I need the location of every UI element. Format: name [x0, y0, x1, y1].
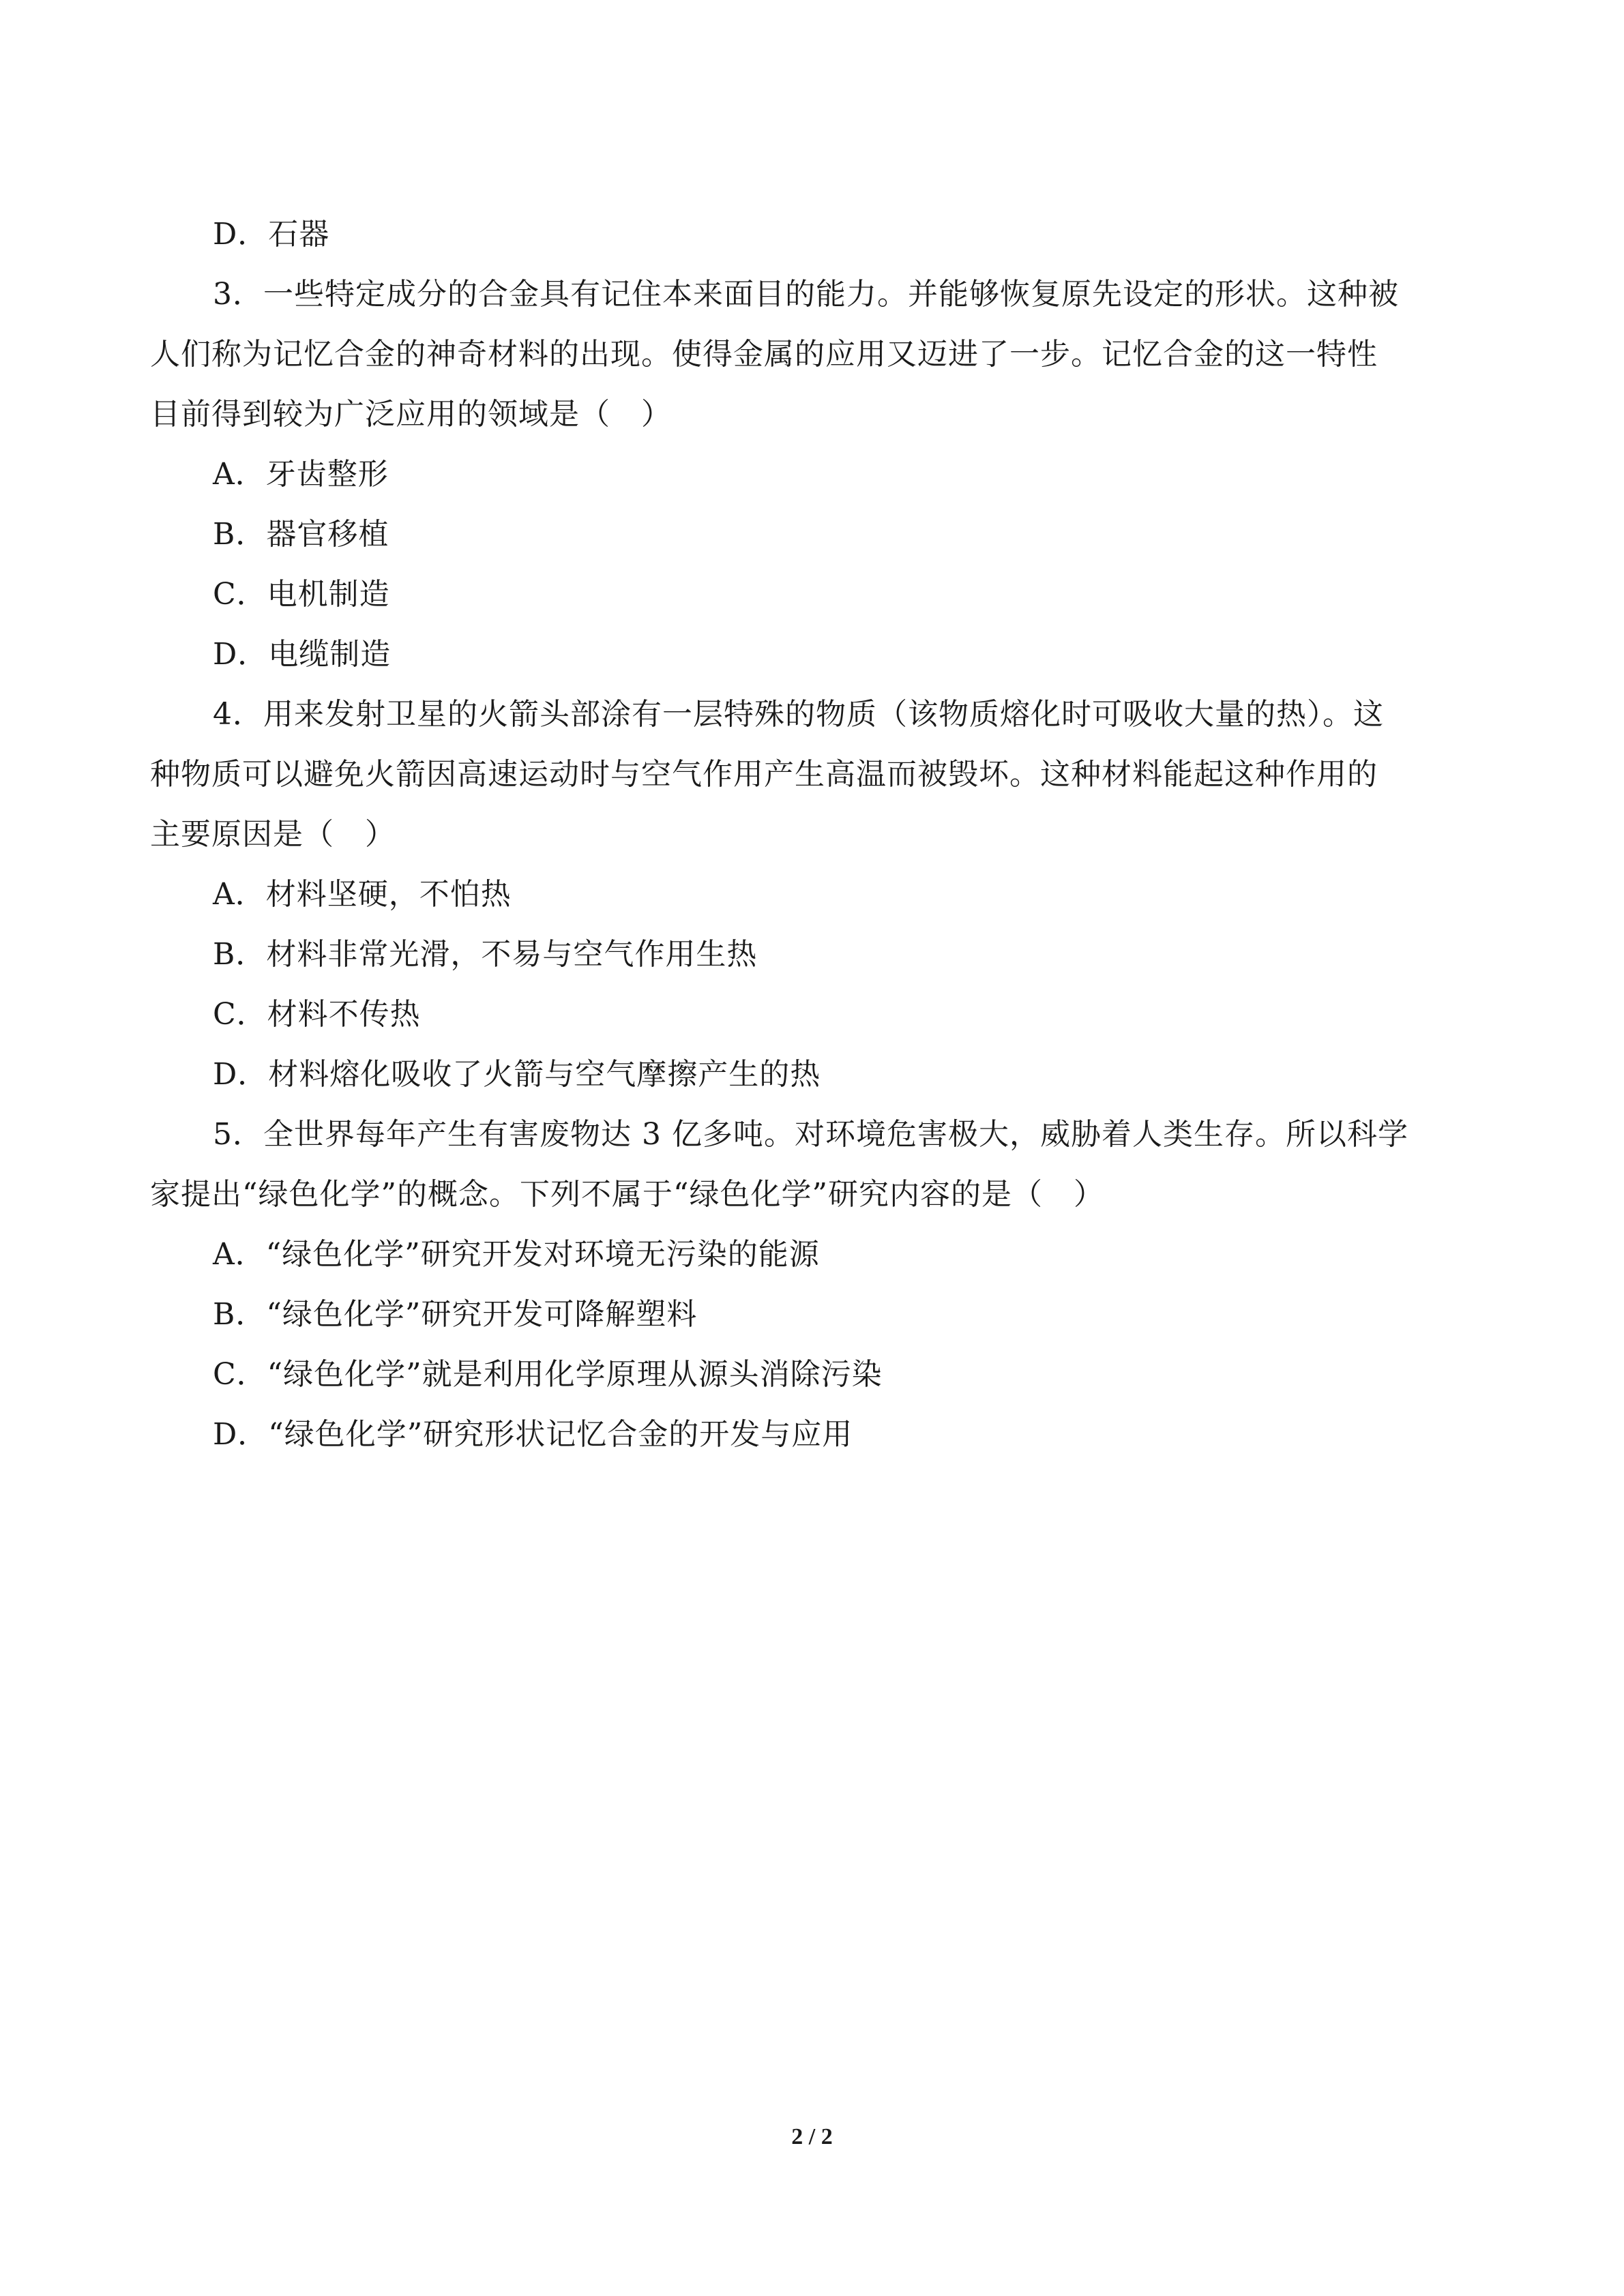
question-3-option-c: C．电机制造: [213, 577, 390, 612]
question-4-option-d: D．材料熔化吸收了火箭与空气摩擦产生的热: [213, 1057, 821, 1092]
question-4: [150, 685, 1487, 1105]
question-3-option-b: B．器官移植: [213, 517, 389, 552]
question-4-line-3: 主要原因是（ ）: [150, 817, 396, 852]
question-4-line-1: 4．用来发射卫星的火箭头部涂有一层特殊的物质（该物质熔化时可吸收大量的热）。这: [213, 697, 1384, 732]
question-5-option-a: A．“绿色化学”研究开发对环境无污染的能源: [213, 1237, 820, 1272]
question-5-option-c: C．“绿色化学”就是利用化学原理从源头消除污染: [213, 1357, 883, 1392]
question-5-option-b: B．“绿色化学”研究开发可降解塑料: [213, 1297, 698, 1332]
question-3-line-3: 目前得到较为广泛应用的领域是（ ）: [150, 397, 672, 432]
option-d-previous-question: D．石器: [213, 217, 330, 252]
question-4-option-a: A．材料坚硬，不怕热: [213, 877, 512, 912]
question-5-option-d: D．“绿色化学”研究形状记忆合金的开发与应用: [213, 1417, 853, 1452]
question-5: [150, 1105, 1487, 1465]
question-5-line-2: 家提出“绿色化学”的概念。下列不属于“绿色化学”研究内容的是（ ）: [150, 1177, 1104, 1212]
question-3-option-d: D．电缆制造: [213, 637, 392, 672]
question-4-option-b: B．材料非常光滑，不易与空气作用生热: [213, 937, 758, 972]
question-4-option-c: C．材料不传热: [213, 997, 421, 1032]
page-number: 2 / 2: [791, 2124, 833, 2149]
question-4-line-2: 种物质可以避免火箭因高速运动时与空气作用产生高温而被毁坏。这种材料能起这种作用的: [150, 757, 1378, 792]
question-3-line-1: 3．一些特定成分的合金具有记住本来面目的能力。并能够恢复原先设定的形状。这种被: [213, 277, 1399, 312]
question-3: [150, 265, 1487, 685]
question-3-line-2: 人们称为记忆合金的神奇材料的出现。使得金属的应用又迈进了一步。记忆合金的这一特性: [150, 337, 1378, 372]
question-3-option-a: A．牙齿整形: [213, 457, 389, 492]
question-5-line-1: 5．全世界每年产生有害废物达 3 亿多吨。对环境危害极大，威胁着人类生存。所以科学: [213, 1117, 1408, 1152]
document-body: [150, 205, 1487, 1465]
